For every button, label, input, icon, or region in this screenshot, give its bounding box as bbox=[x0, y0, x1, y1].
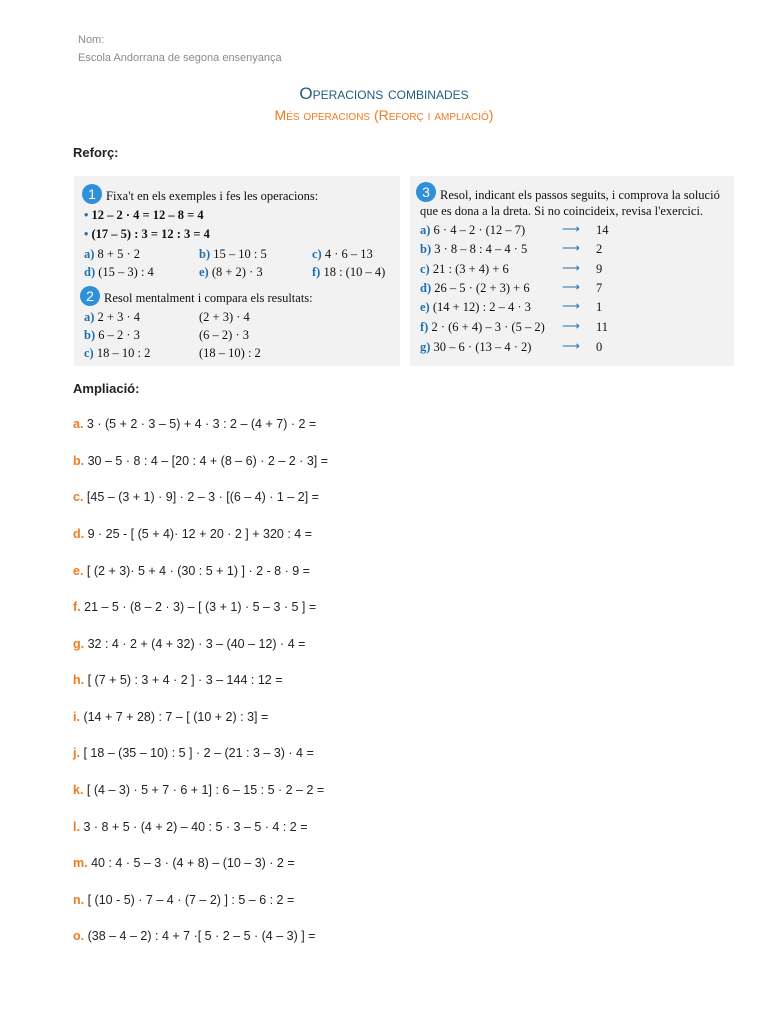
exercise-line: c. [45 – (3 + 1) · 9] · 2 – 3 · [(6 – 4) · 1 – 2] = bbox=[73, 490, 319, 504]
solution-value: 9 bbox=[596, 262, 603, 276]
compare-item: c) 18 – 10 : 2 bbox=[84, 346, 151, 360]
solution-value: 7 bbox=[596, 281, 603, 295]
solution-item: d) 26 – 5 · (2 + 3) + 6 bbox=[420, 281, 530, 295]
example-line: • (17 – 5) : 3 = 12 : 3 = 4 bbox=[84, 227, 210, 241]
solution-value: 1 bbox=[596, 300, 603, 314]
compare-item: b) 6 – 2 · 3 bbox=[84, 328, 140, 342]
section-ampliacio: Ampliació: bbox=[73, 381, 140, 396]
compare-item: a) 2 + 3 · 4 bbox=[84, 310, 141, 324]
exercise-line: n. [ (10 - 5) · 7 – 4 · (7 – 2) ] : 5 – 6 : 2 = bbox=[73, 893, 295, 907]
exercise-line: g. 32 : 4 · 2 + (4 + 32) · 3 – (40 – 12) · 4 = bbox=[73, 637, 306, 651]
exercise-line: m. 40 : 4 · 5 – 3 · (4 + 8) – (10 – 3) · 2 = bbox=[73, 856, 295, 870]
operation-item: f) 18 : (10 – 4) bbox=[312, 265, 386, 279]
exercise-line: h. [ (7 + 5) : 3 + 4 · 2 ] · 3 – 144 : 12 = bbox=[73, 673, 283, 687]
solution-item: g) 30 – 6 · (13 – 4 · 2) bbox=[420, 340, 532, 354]
arrow-icon: ⟶ bbox=[562, 319, 580, 333]
bullet-icon: • bbox=[84, 208, 92, 222]
exercise-line: a. 3 · (5 + 2 · 3 – 5) + 4 · 3 : 2 – (4 + 7) · 2 = bbox=[73, 417, 317, 431]
arrow-icon: ⟶ bbox=[562, 222, 580, 236]
solution-item: c) 21 : (3 + 4) + 6 bbox=[420, 262, 509, 276]
solution-value: 2 bbox=[596, 242, 603, 256]
exercise-line: f. 21 – 5 · (8 – 2 · 3) – [ (3 + 1) · 5 – 3 · 5 ] = bbox=[73, 600, 317, 614]
solution-value: 14 bbox=[596, 223, 609, 237]
exercise-line: k. [ (4 – 3) · 5 + 7 · 6 + 1] : 6 – 15 : 5 · 2 – 2 = bbox=[73, 783, 325, 797]
instruction-text: Fixa't en els exemples i fes les operacions: bbox=[106, 189, 319, 203]
solution-value: 0 bbox=[596, 340, 603, 354]
exercise-panel-3 bbox=[410, 176, 734, 366]
operation-item: b) 15 – 10 : 5 bbox=[199, 247, 267, 261]
solution-item: f) 2 · (6 + 4) – 3 · (5 – 2) bbox=[420, 320, 545, 334]
exercise-panel-1 bbox=[74, 176, 400, 366]
arrow-icon: ⟶ bbox=[562, 241, 580, 255]
bullet-icon: • bbox=[84, 227, 92, 241]
name-label: Nom: bbox=[78, 34, 105, 46]
arrow-icon: ⟶ bbox=[562, 339, 580, 353]
page-title: Operacions combinades bbox=[299, 84, 469, 103]
exercise-number-badge: 1 bbox=[82, 184, 102, 204]
school-name: Escola Andorrana de segona ensenyança bbox=[78, 52, 282, 64]
exercise-number-badge: 3 bbox=[416, 182, 436, 202]
operation-item: e) (8 + 2) · 3 bbox=[199, 265, 263, 279]
operation-item: c) 4 · 6 – 13 bbox=[312, 247, 373, 261]
exercise-line: l. 3 · 8 + 5 · (4 + 2) – 40 : 5 · 3 – 5 · 4 : 2 = bbox=[73, 820, 308, 834]
exercise-line: o. (38 – 4 – 2) : 4 + 7 ·[ 5 · 2 – 5 · (4 – 3) ] = bbox=[73, 929, 316, 943]
operation-item: a) 8 + 5 · 2 bbox=[84, 247, 141, 261]
exercise-line: e. [ (2 + 3)· 5 + 4 · (30 : 5 + 1) ] · 2 - 8 · 9 = bbox=[73, 564, 310, 578]
compare-item: (2 + 3) · 4 bbox=[199, 310, 250, 324]
section-reforc: Reforç: bbox=[73, 145, 119, 160]
operation-item: d) (15 – 3) : 4 bbox=[84, 265, 154, 279]
solution-item: e) (14 + 12) : 2 – 4 · 3 bbox=[420, 300, 531, 314]
solution-item: b) 3 · 8 – 8 : 4 – 4 · 5 bbox=[420, 242, 528, 256]
arrow-icon: ⟶ bbox=[562, 280, 580, 294]
compare-item: (6 – 2) · 3 bbox=[199, 328, 249, 342]
compare-item: (18 – 10) : 2 bbox=[199, 346, 261, 360]
exercise-number-badge: 2 bbox=[80, 286, 100, 306]
instruction-text: Resol, indicant els passos seguits, i comprova la solució bbox=[440, 188, 720, 202]
instruction-text: Resol mentalment i compara els resultats: bbox=[104, 291, 313, 305]
exercise-line: b. 30 – 5 · 8 : 4 – [20 : 4 + (8 – 6) · 2 – 2 · 3] = bbox=[73, 454, 329, 468]
arrow-icon: ⟶ bbox=[562, 299, 580, 313]
exercise-line: i. (14 + 7 + 28) : 7 – [ (10 + 2) : 3] = bbox=[73, 710, 269, 724]
arrow-icon: ⟶ bbox=[562, 261, 580, 275]
page-subtitle: Més operacions (Reforç i ampliació) bbox=[274, 107, 494, 123]
example-line: • 12 – 2 · 4 = 12 – 8 = 4 bbox=[84, 208, 204, 222]
instruction-text: que es dona a la dreta. Si no coincideix, revisa l'exercici. bbox=[420, 204, 704, 218]
solution-item: a) 6 · 4 – 2 · (12 – 7) bbox=[420, 223, 526, 237]
exercise-line: j. [ 18 – (35 – 10) : 5 ] · 2 – (21 : 3 – 3) · 4 = bbox=[73, 746, 314, 760]
solution-value: 11 bbox=[596, 320, 609, 334]
exercise-line: d. 9 · 25 - [ (5 + 4)· 12 + 20 · 2 ] + 320 : 4 = bbox=[73, 527, 313, 541]
